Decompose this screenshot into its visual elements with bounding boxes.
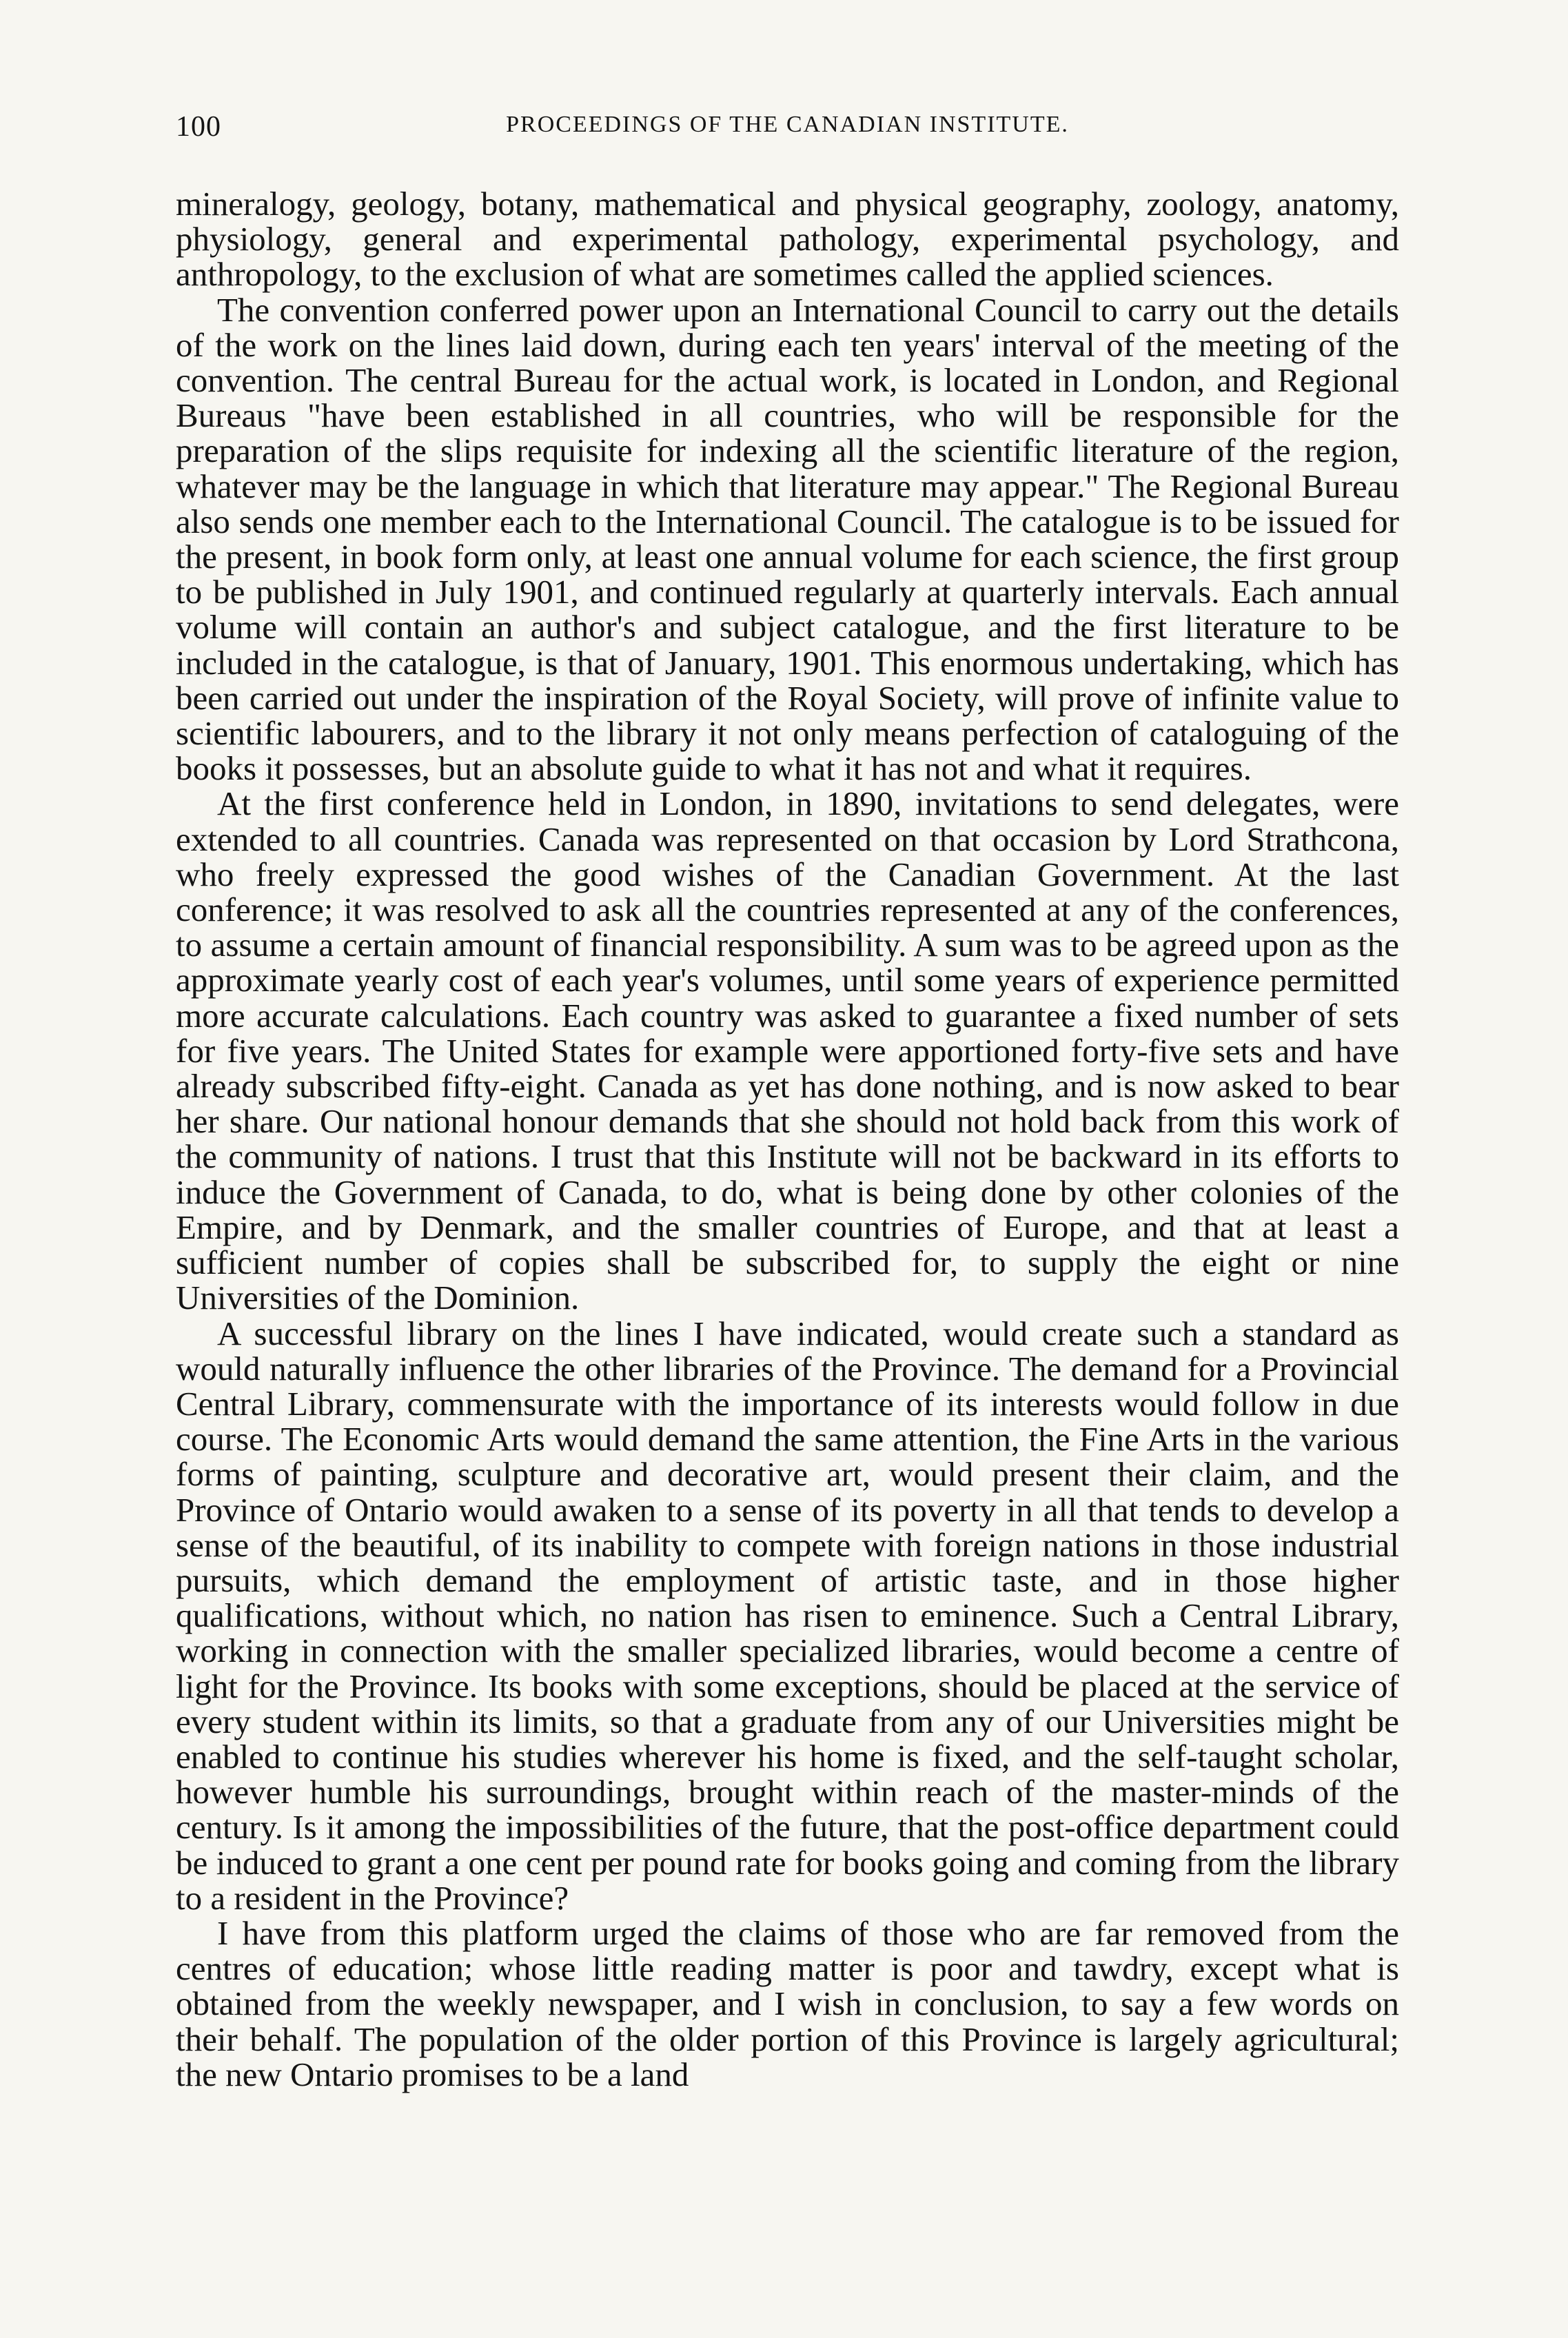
paragraph: A successful library on the lines I have indicated, would create such a standard as would naturally influence the other libraries of the Province. The demand for a Provincial Central Library, commensurate with the importance of its interests would follow in due course. The Economic Arts would demand the same attention, the Fine Arts in the various forms of painting, sculpture and decorative art, would present their claim, and the Province of Ontario would awaken to a sense of its poverty in all that tends to develop a sense of the beautiful, of its inability to compete with foreign nations in those industrial pursuits, which demand the employment of artistic taste, and in those higher qualifications, without which, no nation has risen to eminence. Such a Central Library, working in connection with the smaller specialized libraries, would become a centre of light for the Province. Its books with some exceptions, should be placed at the service of every student within its limits, so that a graduate from any of our Universities might be enabled to continue his studies wherever his home is fixed, and the self-taught scholar, however humble his surroundings, brought within reach of the master-minds of the century. Is it among the impossibilities of the future, that the post-office department could be induced to grant a one cent per pound rate for books going and coming from the library to a resident in the Province?: [176, 1314, 1399, 1917]
paragraph: I have from this platform urged the claims of those who are far removed from the centres of education; whose little reading matter is poor and tawdry, except what is obtained from the weekly newspaper, and I wish in conclusion, to say a few words on their behalf. The population of the older portion of this Province is largely agricultural; the new Ontario promises to be a land: [176, 1913, 1399, 2093]
paragraph: mineralogy, geology, botany, mathematical and physical geography, zoology, anatomy, physiology, general and experimental pathology, experimental psychology, and anthropology, to the exclusion of what are sometimes called the applied sciences.: [176, 185, 1399, 294]
body-text: [176, 186, 1399, 2092]
paragraph: At the first conference held in London, in 1890, invitations to send delegates, were extended to all countries. Canada was represented on that occasion by Lord Strathcona, who freely expressed the good wishes of the Canadian Government. At the last conference; it was resolved to ask all the countries represented at any of the conferences, to assume a certain amount of financial responsibility. A sum was to be agreed upon as the approximate yearly cost of each year's volumes, until some years of experience permitted more accurate calculations. Each country was asked to guarantee a fixed number of sets for five years. The United States for example were apportioned forty-five sets and have already subscribed fifty-eight. Canada as yet has done nothing, and is now asked to bear her share. Our national honour demands that she should not hold back from this work of the community of nations. I trust that this Institute will not be backward in its efforts to induce the Government of Canada, to do, what is being done by other colonies of the Empire, and by Denmark, and the smaller countries of Europe, and that at least a sufficient number of copies shall be subscribed for, to supply the eight or nine Universities of the Dominion.: [176, 784, 1399, 1317]
page-number: 100: [176, 111, 221, 143]
running-title: PROCEEDINGS OF THE CANADIAN INSTITUTE.: [506, 112, 1069, 137]
page-header: [176, 110, 1399, 152]
paragraph: The convention conferred power upon an International Council to carry out the details of the work on the lines laid down, during each ten years' interval of the meeting of the convention. The central Bureau for the actual work, is located in London, and Regional Bureaus "have been established in all countries, who will be responsible for the preparation of the slips requisite for indexing all the scientific literature of the region, whatever may be the language in which that literature may appear." The Regional Bureau also sends one member each to the International Council. The catalogue is to be issued for the present, in book form only, at least one annual volume for each science, the first group to be published in July 1901, and continued regularly at quarterly intervals. Each annual volume will contain an author's and subject catalogue, and the first literature to be included in the catalogue, is that of January, 1901. This enormous undertaking, which has been carried out under the inspiration of the Royal Society, will prove of infinite value to scientific labourers, and to the library it not only means perfection of cataloguing of the books it possesses, but an absolute guide to what it has not and what it requires.: [176, 290, 1399, 788]
